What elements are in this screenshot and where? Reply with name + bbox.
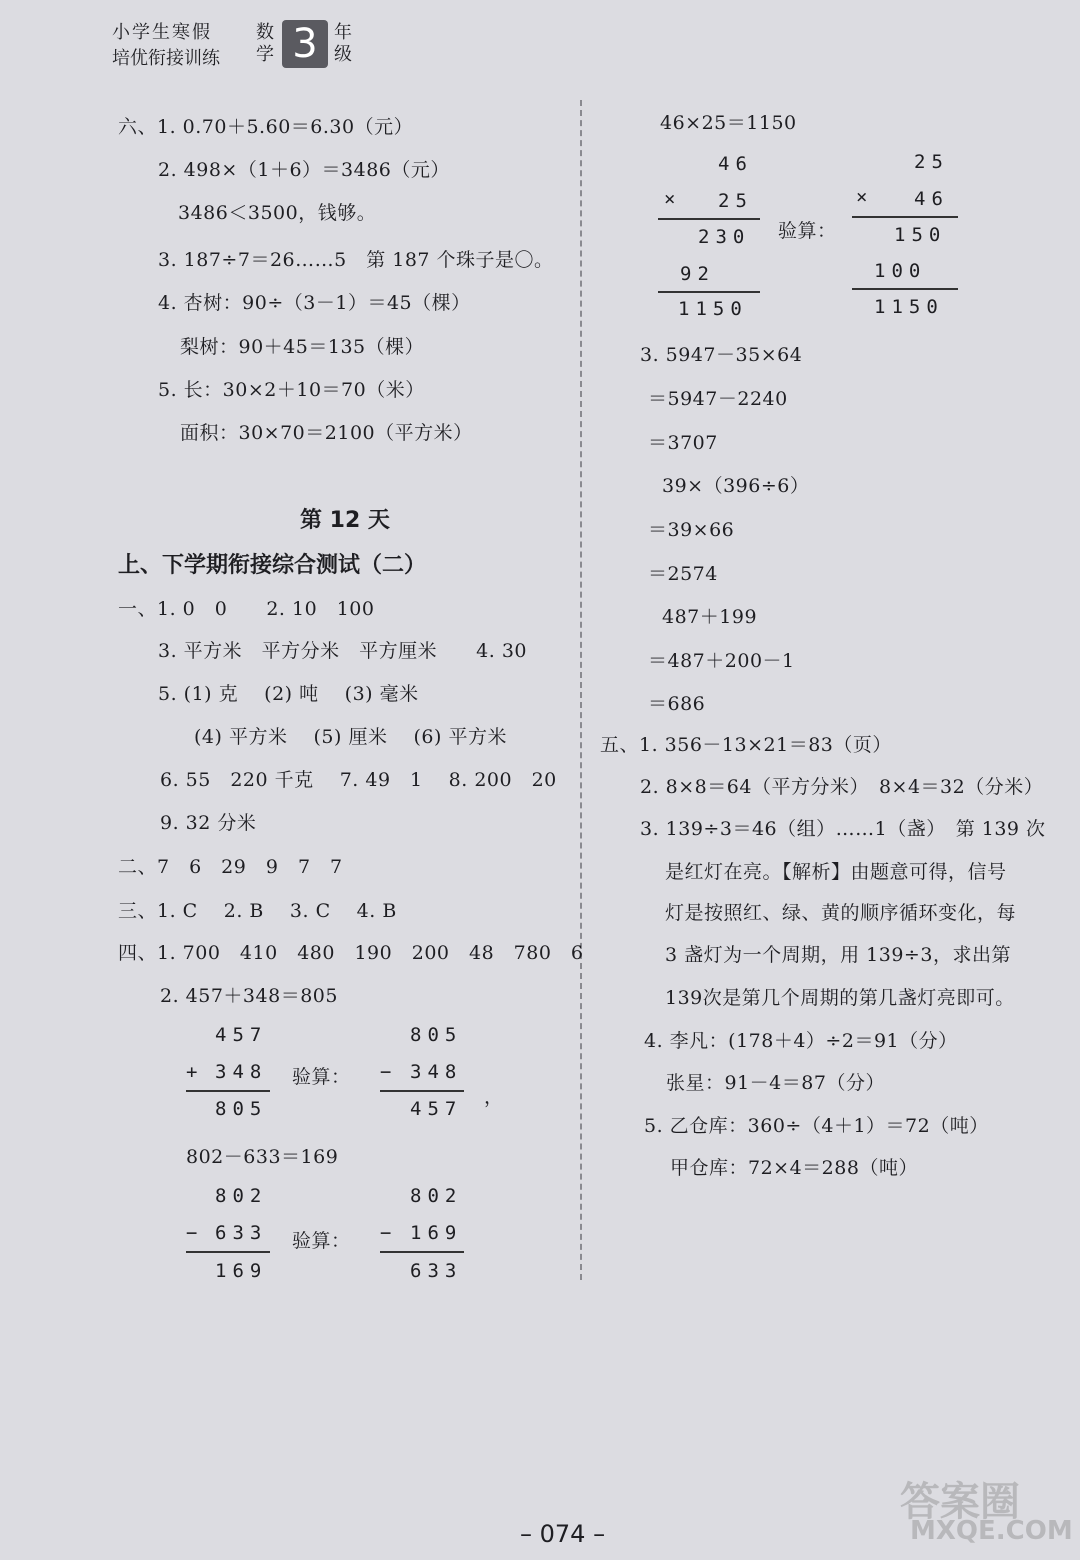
answer-line: 139次是第几个周期的第几盏灯亮即可。 <box>665 987 1015 1009</box>
book-header <box>112 18 362 74</box>
vertical-operand: 348 <box>410 1061 463 1083</box>
answer-line: 4. 杏树：90÷（3－1）＝45（棵） <box>158 292 471 314</box>
subject-label: 数学 <box>256 22 274 65</box>
answer-line: ＝5947－2240 <box>648 388 788 410</box>
answer-line: 6. 55 220 千克 7. 49 1 8. 200 20 <box>160 769 557 791</box>
answer-line: (4) 平方米 (5) 厘米 (6) 平方米 <box>194 726 507 748</box>
vertical-rule <box>852 216 958 218</box>
vertical-rule <box>186 1090 270 1092</box>
vertical-operand: 348 <box>215 1061 268 1083</box>
vertical-operand: 805 <box>410 1024 463 1046</box>
vertical-operator: − <box>380 1222 398 1244</box>
answer-line: 2. 457＋348＝805 <box>160 985 338 1007</box>
vertical-operand: 802 <box>215 1185 268 1207</box>
answer-line: 4. 李凡：(178＋4）÷2＝91（分） <box>644 1030 958 1052</box>
partial-product: 150 <box>894 224 947 246</box>
answer-line: 3. 139÷3＝46（组）……1（盏） 第 139 次 <box>640 818 1046 840</box>
day-title: 第 12 天 <box>300 508 390 533</box>
answer-line: 3. 187÷7＝26……5 第 187 个珠子是〇。 <box>158 249 554 271</box>
answer-line: 9. 32 分米 <box>160 812 257 834</box>
answer-line: 梨树：90＋45＝135（棵） <box>180 336 425 358</box>
answer-line: 3 盏灯为一个周期，用 139÷3，求出第 <box>665 944 1011 966</box>
answer-line: 二、7 6 29 9 7 7 <box>118 856 343 878</box>
comma: ， <box>484 1086 504 1108</box>
vertical-operand: 25 <box>914 151 949 173</box>
answer-line: 面积：30×70＝2100（平方米） <box>180 422 473 444</box>
answer-line: 是红灯在亮。【解析】由题意可得，信号 <box>665 861 1007 883</box>
check-label: 验算： <box>292 1230 351 1252</box>
vertical-operand: 46 <box>914 188 949 210</box>
answer-line: 四、1. 700 410 480 190 200 48 780 6 <box>118 942 584 964</box>
vertical-operand: 457 <box>215 1024 268 1046</box>
page-number: – 074 – <box>520 1520 606 1548</box>
answer-line: 灯是按照红、绿、黄的顺序循环变化，每 <box>665 902 1017 924</box>
vertical-operator: − <box>186 1222 204 1244</box>
check-label: 验算： <box>292 1066 351 1088</box>
answer-line: 张星：91－4＝87（分） <box>666 1072 885 1094</box>
section-title: 上、下学期衔接综合测试（二） <box>118 553 427 578</box>
answer-line: 三、1. C 2. B 3. C 4. B <box>118 900 397 922</box>
vertical-rule <box>186 1251 270 1253</box>
partial-product: 100 <box>874 260 927 282</box>
vertical-result: 1150 <box>874 296 944 318</box>
watermark-url: MXQE.COM <box>910 1516 1073 1546</box>
answer-line: ＝487＋200－1 <box>648 650 795 672</box>
answer-line: 一、1. 0 0 2. 10 100 <box>118 598 375 620</box>
vertical-rule <box>380 1251 464 1253</box>
vertical-result: 805 <box>215 1098 268 1120</box>
answer-line: 39×（396÷6） <box>662 475 810 497</box>
vertical-operator: × <box>856 186 874 208</box>
answer-line: 3486＜3500，钱够。 <box>178 202 377 224</box>
answer-line: 六、1. 0.70＋5.60＝6.30（元） <box>118 116 414 138</box>
answer-line: 5. 长：30×2＋10＝70（米） <box>158 379 425 401</box>
vertical-operand: 25 <box>718 190 753 212</box>
watermark-text: 答案圈 <box>900 1479 1020 1525</box>
check-label: 验算： <box>778 220 837 242</box>
answer-line: 46×25＝1150 <box>660 112 797 134</box>
answer-line: 2. 8×8＝64（平方分米） 8×4＝32（分米） <box>640 776 1044 798</box>
partial-product: 230 <box>698 226 751 248</box>
book-title-line2: 培优衔接训练 <box>112 48 220 69</box>
answer-line: 802－633＝169 <box>186 1146 339 1168</box>
answer-line: 甲仓库：72×4＝288（吨） <box>670 1157 918 1179</box>
site-watermark <box>900 1470 1073 1550</box>
vertical-rule <box>658 218 760 220</box>
answer-line: 3. 5947－35×64 <box>640 344 803 366</box>
vertical-operator: × <box>664 188 682 210</box>
answer-line: 3. 平方米 平方分米 平方厘米 4. 30 <box>158 640 528 662</box>
vertical-rule <box>658 291 760 293</box>
vertical-operand: 633 <box>215 1222 268 1244</box>
answer-line: 5. 乙仓库：360÷（4＋1）＝72（吨） <box>644 1115 989 1137</box>
vertical-operand: 46 <box>718 153 753 175</box>
answer-line: ＝2574 <box>648 563 718 585</box>
book-title-line1: 小学生寒假 <box>112 22 212 43</box>
answer-line: ＝686 <box>648 693 706 715</box>
answer-line: 2. 498×（1＋6）＝3486（元） <box>158 159 450 181</box>
vertical-result: 457 <box>410 1098 463 1120</box>
column-divider <box>580 100 582 1280</box>
vertical-result: 169 <box>215 1260 268 1282</box>
grade-suffix: 年级 <box>334 22 352 65</box>
answer-line: ＝39×66 <box>648 519 735 541</box>
vertical-operand: 169 <box>410 1222 463 1244</box>
vertical-operand: 802 <box>410 1185 463 1207</box>
answer-line: 5. (1) 克 (2) 吨 (3) 毫米 <box>158 683 419 705</box>
partial-product: 92 <box>680 263 715 285</box>
vertical-rule <box>852 288 958 290</box>
vertical-rule <box>380 1090 464 1092</box>
answer-line: 487＋199 <box>662 606 758 628</box>
vertical-operator: + <box>186 1061 204 1083</box>
answer-line: ＝3707 <box>648 432 718 454</box>
grade-badge: 3 <box>282 20 328 68</box>
vertical-result: 1150 <box>678 298 748 320</box>
answer-line: 五、1. 356－13×21＝83（页） <box>600 734 892 756</box>
vertical-operator: − <box>380 1061 398 1083</box>
vertical-result: 633 <box>410 1260 463 1282</box>
